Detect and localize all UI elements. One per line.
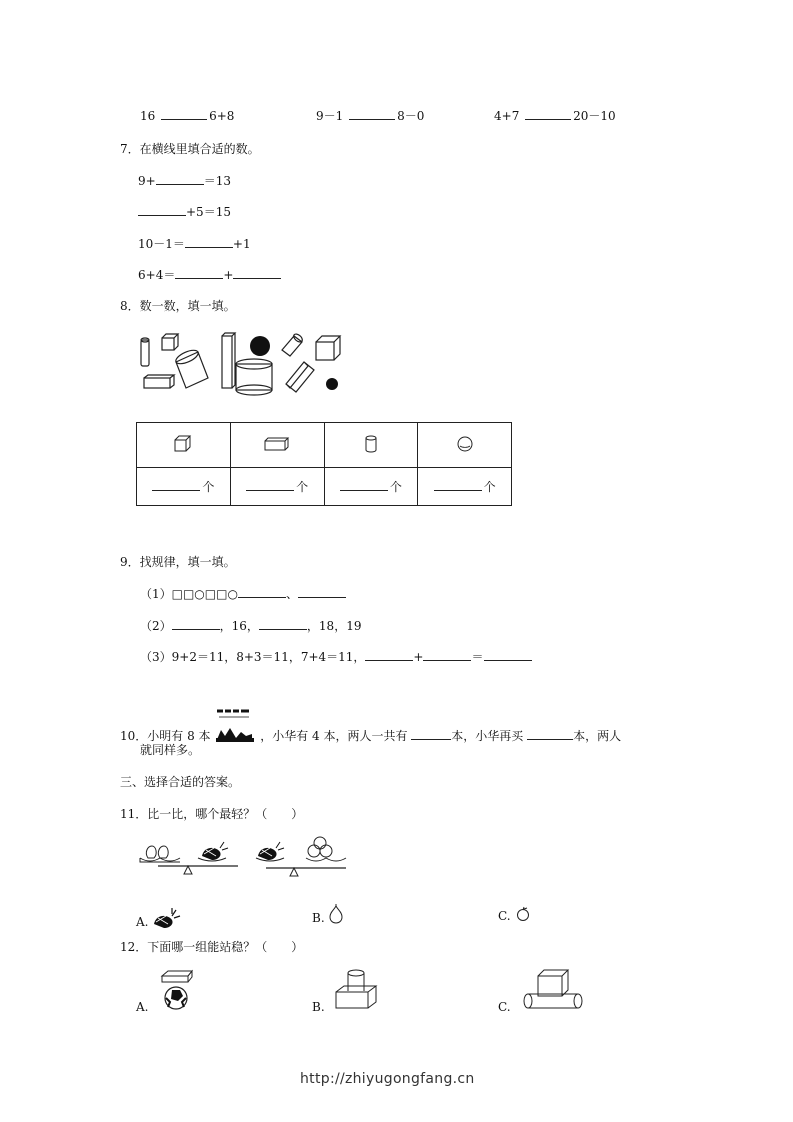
- q11-option-b[interactable]: B.: [312, 904, 344, 925]
- answer-blank[interactable]: [175, 266, 223, 279]
- answer-blank[interactable]: [246, 478, 294, 491]
- answer-blank[interactable]: [161, 107, 207, 120]
- q10-line-1: 10．小明有 8 本 ，小华有 4 本，两人一共有 本，小华再买 本，两人: [120, 708, 621, 744]
- q7-line-3: 10－1＝ +1: [138, 237, 251, 251]
- header-sphere: [418, 423, 512, 468]
- q6-compare-c: 4+7 20－10: [494, 109, 616, 123]
- answer-blank[interactable]: [527, 727, 573, 740]
- answer-blank[interactable]: [484, 648, 532, 661]
- header-cube: [137, 423, 231, 468]
- cuboid-on-ball-icon: [158, 970, 198, 1012]
- q7-title: 7．在横线里填合适的数。: [120, 142, 260, 156]
- cube-icon: [173, 435, 193, 453]
- section-title: 三、选择合适的答案。: [120, 775, 241, 789]
- answer-blank[interactable]: [238, 585, 286, 598]
- q7-line-2: +5＝15: [138, 203, 231, 220]
- q11-title: 11．比一比，哪个最轻？（ ）: [120, 807, 304, 821]
- count-cell-cube: 个: [137, 468, 231, 506]
- answer-blank[interactable]: [365, 648, 413, 661]
- apple-icon: [514, 906, 532, 922]
- q11-option-c[interactable]: C.: [498, 906, 532, 923]
- footer-url[interactable]: http://zhiyugongfang.cn: [300, 1071, 475, 1087]
- storybook-icon: [215, 708, 255, 744]
- q7-line-1: 9+ ＝13: [138, 174, 231, 188]
- q12-option-b-label[interactable]: B.: [312, 1000, 325, 1014]
- shape-count-table: [136, 422, 512, 506]
- balance-scales-picture: [138, 836, 348, 878]
- pear-icon: [328, 904, 344, 924]
- answer-blank[interactable]: [349, 107, 395, 120]
- q11-option-a[interactable]: A.: [136, 908, 182, 929]
- answer-blank[interactable]: [298, 585, 346, 598]
- cylinder-icon: [363, 434, 379, 454]
- q9-part-1: （1）□□○□□○ 、: [140, 585, 346, 602]
- count-cell-sphere: 个: [418, 468, 512, 506]
- q9-part-2: （2） ，16， ，18，19: [140, 619, 362, 633]
- answer-blank[interactable]: [423, 648, 471, 661]
- q10-line-2: 就同样多。: [140, 743, 201, 757]
- count-cell-cylinder: 个: [324, 468, 418, 506]
- q9-part-3: （3）9+2＝11，8+3＝11，7+4＝11， + ＝: [140, 648, 532, 665]
- answer-blank[interactable]: [434, 478, 482, 491]
- answer-blank[interactable]: [233, 266, 281, 279]
- q6-compare-b: 9－1 8－0: [316, 109, 425, 123]
- answer-blank[interactable]: [172, 617, 220, 630]
- answer-blank[interactable]: [259, 617, 307, 630]
- count-cell-cuboid: 个: [230, 468, 324, 506]
- header-cylinder: [324, 423, 418, 468]
- cube-on-cylinder-icon: [520, 966, 586, 1012]
- answer-blank[interactable]: [156, 172, 204, 185]
- q12-option-c-label[interactable]: C.: [498, 1000, 511, 1014]
- solid-shapes-picture: [136, 328, 346, 398]
- q12-title: 12．下面哪一组能站稳？（ ）: [120, 940, 304, 954]
- q8-title: 8．数一数，填一填。: [120, 299, 236, 313]
- q6-compare-a: 16 6+8: [140, 109, 235, 123]
- q12-option-a-label[interactable]: A.: [136, 1000, 149, 1014]
- q7-line-4: 6+4＝ +: [138, 266, 281, 283]
- answer-blank[interactable]: [138, 203, 186, 216]
- pineapple-icon: [152, 908, 182, 928]
- cylinder-on-cuboid-icon: [334, 968, 380, 1012]
- cuboid-icon: [263, 436, 291, 452]
- header-cuboid: [230, 423, 324, 468]
- sphere-icon: [456, 435, 474, 453]
- answer-blank[interactable]: [411, 727, 451, 740]
- answer-blank[interactable]: [525, 107, 571, 120]
- answer-blank[interactable]: [185, 235, 233, 248]
- q9-title: 9．找规律，填一填。: [120, 555, 236, 569]
- answer-blank[interactable]: [340, 478, 388, 491]
- answer-blank[interactable]: [152, 478, 200, 491]
